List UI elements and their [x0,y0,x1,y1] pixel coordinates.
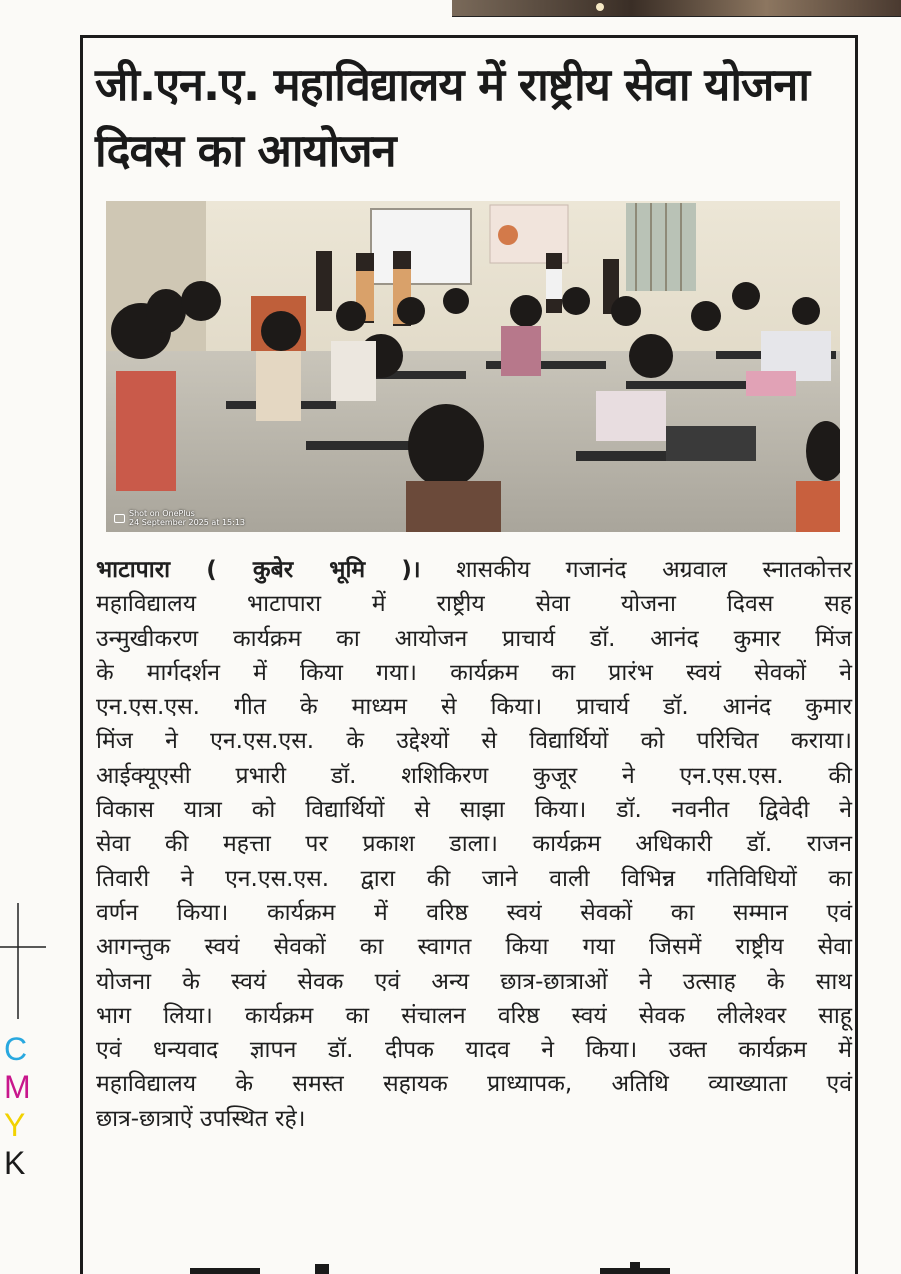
next-headline-cutoff [190,1262,710,1274]
cmyk-c: C [4,1031,28,1067]
body-line-14: भाग लिया। कार्यक्रम का संचालन वरिष्ठ स्वयं सेवक लीलेश्वर साहू [96,1002,852,1029]
body-line-5: एन.एस.एस. गीत के माध्यम से किया। प्राचार्य डॉ. आनंद कुमार [96,694,852,721]
body-line-13: योजना के स्वयं सेवक एवं अन्य छात्र-छात्राओं ने उत्साह के साथ [96,968,852,995]
body-line-17: छात्र-छात्राऐं उपस्थित रहे। [96,1105,306,1132]
body-line-3: उन्मुखीकरण कार्यक्रम का आयोजन प्राचार्य डॉ. आनंद कुमार मिंज [96,625,852,652]
classroom-photo-illustration [106,201,840,532]
body-line-16: महाविद्यालय के समस्त सहायक प्राध्यापक, अतिथि व्याख्याता एवं [96,1071,852,1098]
headline-line-1: जी.एन.ए. महाविद्यालय में राष्ट्रीय सेवा योजना [95,58,810,111]
cmyk-color-bar [4,1030,31,1182]
body-line-2: महाविद्यालय भाटापारा में राष्ट्रीय सेवा योजना दिवस सह [96,591,852,618]
headline-line-2: दिवस का आयोजन [95,124,396,177]
camera-icon [114,514,125,523]
cmyk-y: Y [4,1107,26,1143]
watermark-line-2: 24 September 2025 at 15:13 [129,518,246,527]
dateline: भाटापारा ( कुबेर भूमि )। [96,557,421,583]
registration-crosshair-icon [0,903,46,1019]
body-line-8: विकास यात्रा को विद्यार्थियों से साझा किया। डॉ. नवनीत द्विवेदी ने [96,797,852,824]
body-line-9: सेवा की महत्ता पर प्रकाश डाला। कार्यक्रम अधिकारी डॉ. राजन [96,831,852,858]
cmyk-m: M [4,1069,31,1105]
photo-watermark [114,509,245,527]
body-line-7: आईक्यूएसी प्रभारी डॉ. शशिकिरण कुजूर ने एन.एस.एस. की [96,762,852,789]
body-line-11: वर्णन किया। कार्यक्रम में वरिष्ठ स्वयं सेवकों का सम्मान एवं [96,899,852,926]
article-headline [95,52,845,184]
body-line-1-text: शासकीय गजानंद अग्रवाल स्नातकोत्तर [420,557,852,583]
cmyk-k: K [4,1145,26,1181]
body-line-10: तिवारी ने एन.एस.एस. द्वारा की जाने वाली विभिन्न गतिविधियों का [96,865,852,892]
article-body [96,553,852,1136]
body-line-6: मिंज ने एन.एस.एस. के उद्देश्यों से विद्यार्थियों को परिचित कराया। [96,728,852,755]
watermark-line-1: Shot on OnePlus [129,509,195,518]
body-line-1 [96,553,852,587]
body-line-12: आगन्तुक स्वयं सेवकों का स्वागत किया गया जिसमें राष्ट्रीय सेवा [96,934,852,961]
body-line-15: एवं धन्यवाद ज्ञापन डॉ. दीपक यादव ने किया। उक्त कार्यक्रम में [96,1037,852,1064]
adjacent-photo-strip [452,0,901,17]
event-photo [106,201,840,532]
body-line-4: के मार्गदर्शन में किया गया। कार्यक्रम का प्रारंभ स्वयं सेवकों ने [96,659,852,686]
